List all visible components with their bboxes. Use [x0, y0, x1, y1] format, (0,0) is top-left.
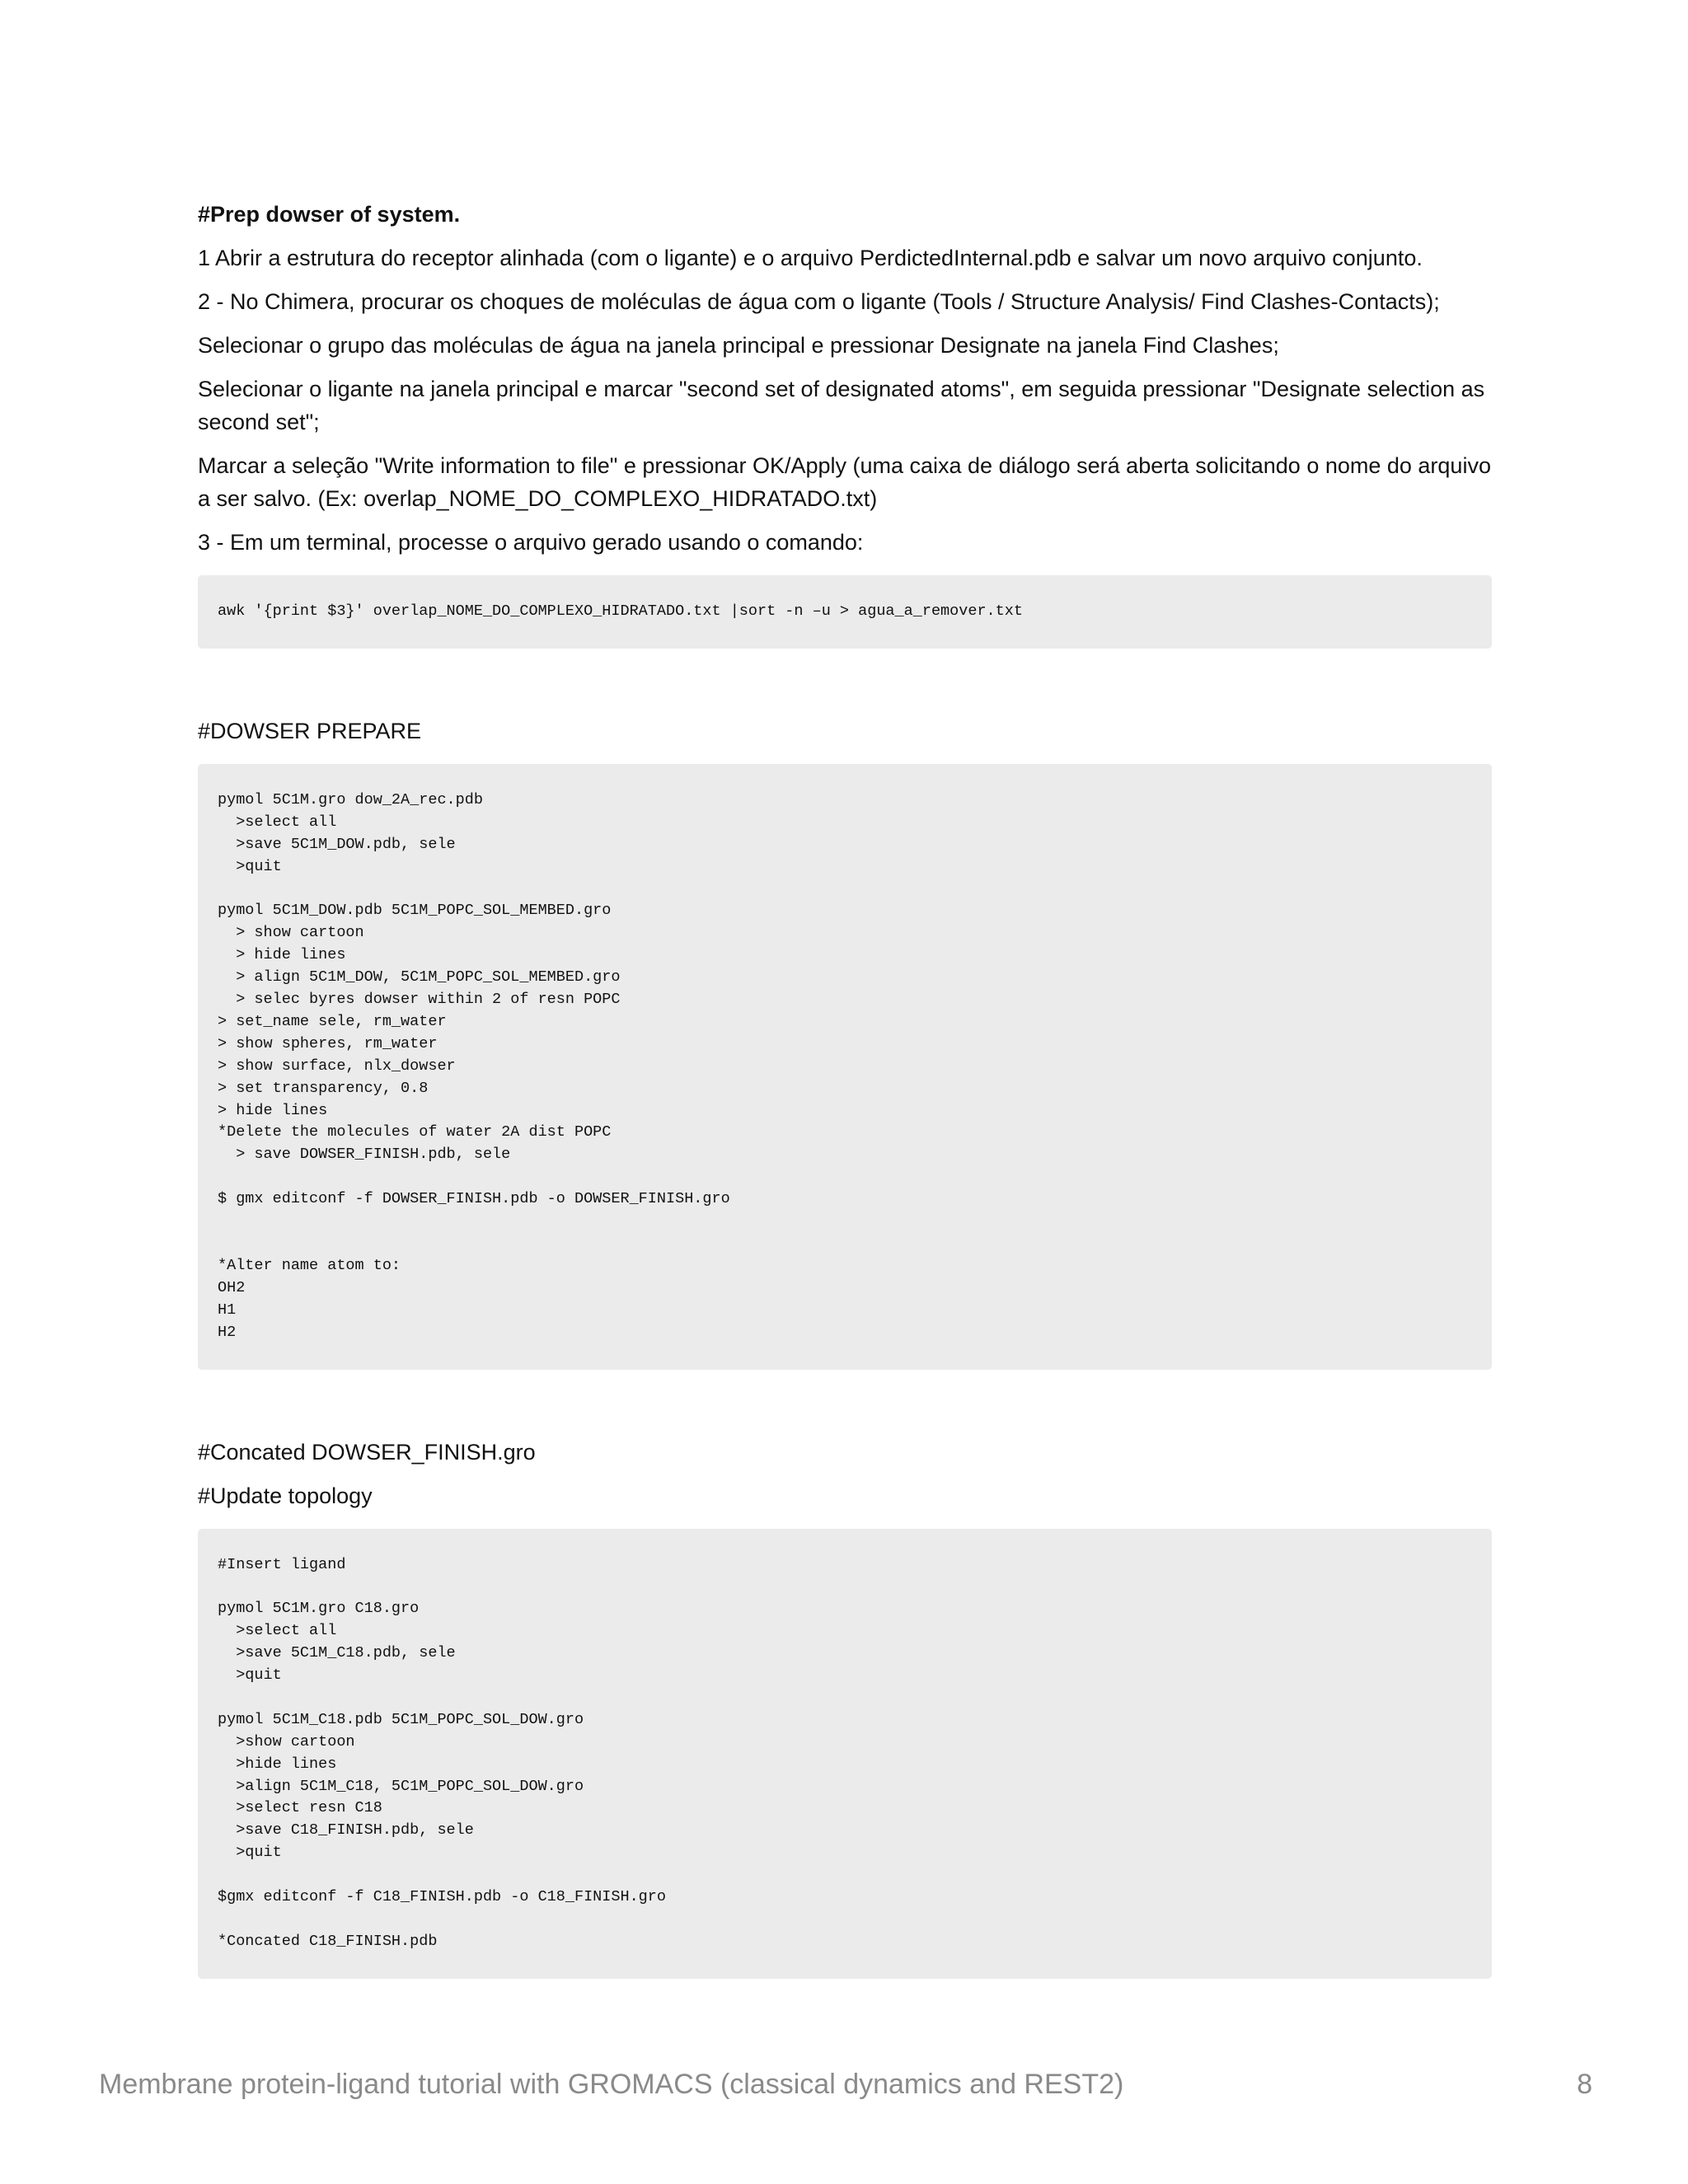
code-line — [218, 1864, 1472, 1886]
code-line: > show cartoon — [218, 924, 364, 942]
section-heading-concated: #Concated DOWSER_FINISH.gro — [198, 1439, 536, 1465]
code-line: pymol 5C1M.gro dow_2A_rec.pdb — [218, 790, 483, 808]
document-body — [198, 198, 1492, 2045]
code-line: >show cartoon — [218, 1732, 355, 1750]
section-heading-prep-dowser: #Prep dowser of system. — [198, 202, 461, 227]
code-line: > show spheres, rm_water — [218, 1034, 438, 1052]
code-line: >select all — [218, 813, 337, 831]
code-line — [218, 1233, 1472, 1255]
code-line: >hide lines — [218, 1755, 337, 1773]
code-line: *Alter name atom to: — [218, 1256, 401, 1274]
code-line: >quit — [218, 1666, 282, 1685]
code-line: > set transparency, 0.8 — [218, 1079, 429, 1097]
code-line: >save C18_FINISH.pdb, sele — [218, 1821, 474, 1840]
code-line — [218, 1211, 1472, 1233]
section-heading-dowser-prepare: #DOWSER PREPARE — [198, 718, 422, 743]
code-line: #Insert ligand — [218, 1555, 346, 1573]
code-line: OH2 — [218, 1278, 246, 1296]
code-line: >select all — [218, 1622, 337, 1640]
code-line: pymol 5C1M_C18.pdb 5C1M_POPC_SOL_DOW.gro — [218, 1710, 584, 1728]
paragraph-step-3: 3 - Em um terminal, processe o arquivo gerado usando o comando: — [198, 530, 864, 555]
paragraph-step-1: 1 Abrir a estrutura do receptor alinhada (com o ligante) e o arquivo PerdictedInternal.pdb e salvar um novo arquivo conjunto. — [198, 246, 1423, 270]
code-line: >quit — [218, 857, 282, 875]
code-line — [218, 1687, 1472, 1709]
code-line: >save 5C1M_DOW.pdb, sele — [218, 835, 456, 853]
code-line: *Concated C18_FINISH.pdb — [218, 1932, 438, 1950]
paragraph-select-ligand: Selecionar o ligante na janela principal e marcar "second set of designated atoms", em seguida pressionar "Designate selection as second set"; — [198, 377, 1485, 434]
code-line: pymol 5C1M.gro C18.gro — [218, 1600, 420, 1618]
paragraph-step-2: 2 - No Chimera, procurar os choques de moléculas de água com o ligante (Tools / Structure Analysis/ Find Clashes-Contacts); — [198, 289, 1440, 314]
section-heading-update-topology: #Update topology — [198, 1483, 373, 1508]
code-block-awk — [198, 575, 1492, 649]
code-line: > show surface, nlx_dowser — [218, 1057, 456, 1075]
code-line: > selec byres dowser within 2 of resn POPC — [218, 991, 621, 1009]
code-line: *Delete the molecules of water 2A dist POPC — [218, 1123, 612, 1141]
code-line: $ gmx editconf -f DOWSER_FINISH.pdb -o DOWSER_FINISH.gro — [218, 1190, 730, 1208]
code-line: >align 5C1M_C18, 5C1M_POPC_SOL_DOW.gro — [218, 1777, 584, 1795]
code-line: $gmx editconf -f C18_FINISH.pdb -o C18_FINISH.gro — [218, 1888, 666, 1906]
page-number: 8 — [1577, 2069, 1592, 2100]
code-block-dowser-prepare — [198, 764, 1492, 1370]
code-line: awk '{print $3}' overlap_NOME_DO_COMPLEXO_HIDRATADO.txt |sort -n –u > agua_a_remover.txt — [218, 602, 1023, 620]
code-line: > align 5C1M_DOW, 5C1M_POPC_SOL_MEMBED.gro — [218, 968, 621, 987]
code-line — [218, 879, 1472, 901]
code-line: > set_name sele, rm_water — [218, 1012, 447, 1030]
code-line — [218, 1166, 1472, 1188]
code-line — [218, 1576, 1472, 1598]
code-line: > save DOWSER_FINISH.pdb, sele — [218, 1146, 511, 1164]
code-line: >select resn C18 — [218, 1799, 382, 1817]
footer-title: Membrane protein-ligand tutorial with GROMACS (classical dynamics and REST2) — [99, 2069, 1124, 2100]
code-line: >save 5C1M_C18.pdb, sele — [218, 1644, 456, 1662]
code-line: H2 — [218, 1323, 237, 1341]
paragraph-select-water: Selecionar o grupo das moléculas de água na janela principal e pressionar Designate na janela Find Clashes; — [198, 333, 1279, 358]
code-line — [218, 1909, 1472, 1931]
code-line: > hide lines — [218, 946, 346, 964]
code-line: > hide lines — [218, 1101, 328, 1119]
code-line: >quit — [218, 1844, 282, 1862]
paragraph-write-info: Marcar a seleção "Write information to file" e pressionar OK/Apply (uma caixa de diálogo será aberta solicitando o nome do arquivo a ser salvo. (Ex: overlap_NOME_DO_COMPLEXO_HIDRATADO.txt) — [198, 453, 1491, 511]
code-block-insert-ligand — [198, 1529, 1492, 1979]
code-line: pymol 5C1M_DOW.pdb 5C1M_POPC_SOL_MEMBED.gro — [218, 902, 612, 920]
code-line: H1 — [218, 1301, 237, 1319]
